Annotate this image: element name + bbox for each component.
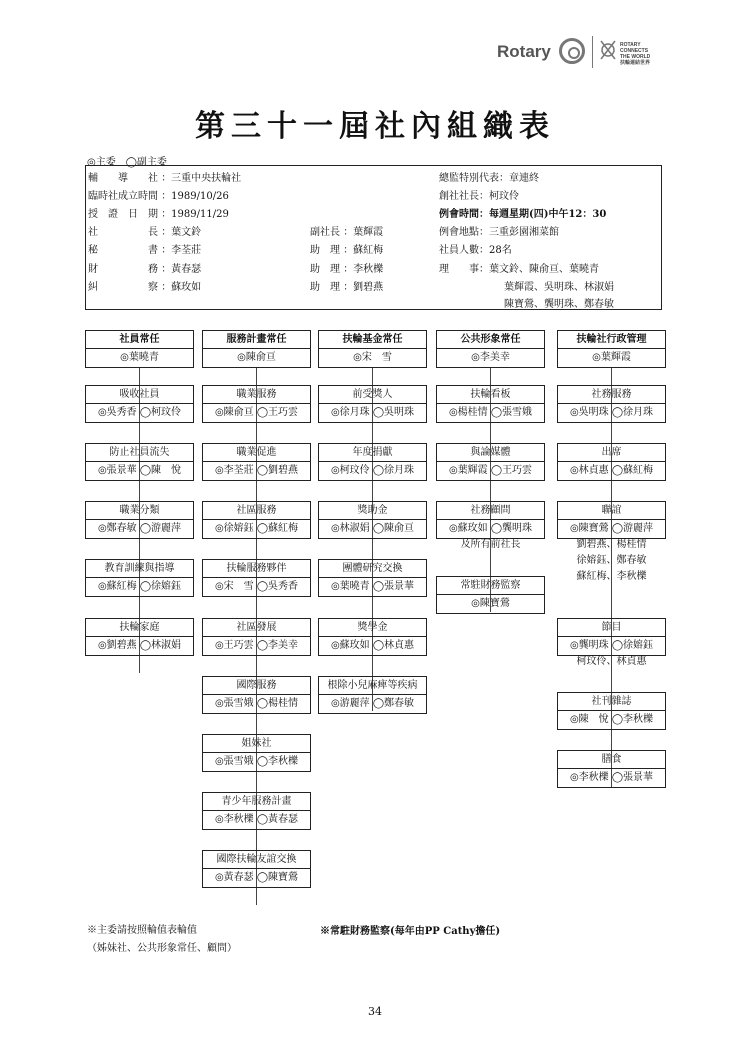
committee-head-box [436, 330, 545, 368]
subcommittee-box [436, 443, 545, 481]
committee-head-title: 社員常任 [86, 331, 193, 349]
info-left-row: 社 長 ：葉文鈴 [88, 227, 202, 238]
subcommittee-members: ◎蘇玫如 ◯林貞惠 [330, 640, 415, 651]
subcommittee-title: 職業分類 [86, 502, 193, 520]
subcommittee-members: ◎張景華 ◯陳 悅 [97, 465, 182, 476]
subcommittee-box [85, 559, 194, 597]
info-right-row: 葉輝霞、吳明珠、林淑娟 [504, 282, 614, 293]
subcommittee-members: ◎宋 雪 ◯吳秀香 [214, 581, 299, 592]
committee-head-title: 扶輪基金常任 [319, 331, 426, 349]
subcommittee-box [85, 618, 194, 656]
committee-head-chair: ◎葉輝霞 [592, 352, 631, 363]
info-mid-row: 助 理 ：劉碧燕 [310, 282, 384, 293]
subcommittee-box [318, 676, 427, 714]
page-title: 第三十一屆社內組織表 [195, 109, 555, 144]
subcommittee-box [202, 792, 311, 830]
subcommittee-title: 教育訓練與指導 [86, 560, 193, 578]
subcommittee-box [557, 385, 666, 423]
subcommittee-box [436, 501, 545, 539]
subcommittee-box [85, 501, 194, 539]
subcommittee-members: ◎楊桂情 ◯張雪娥 [448, 407, 533, 418]
subcommittee-title: 根除小兒麻痺等疾病 [319, 677, 426, 695]
committee-head-title: 服務計畫常任 [203, 331, 310, 349]
committee-head-chair: ◎葉曉青 [120, 352, 159, 363]
subcommittee-box [436, 385, 545, 423]
subcommittee-title: 社區發展 [203, 619, 310, 637]
subcommittee-extra-members: 柯玟伶、林貞惠 [576, 656, 647, 667]
subcommittee-box [202, 501, 311, 539]
rotary-logo [497, 36, 702, 70]
subcommittee-members: ◎蘇玫如 ◯龔明珠 [448, 523, 533, 534]
subcommittee-members: ◎吳明珠 ◯徐月珠 [569, 407, 654, 418]
subcommittee-box [85, 443, 194, 481]
subcommittee-box [557, 692, 666, 730]
info-right-row: 總監特別代表：章連終 [439, 173, 539, 184]
subcommittee-members: ◎黃春瑟 ◯陳寶鶯 [214, 872, 299, 883]
committee-head-box [557, 330, 666, 368]
subcommittee-members: ◎李秋櫟 ◯張景華 [569, 772, 654, 783]
subcommittee-box [557, 443, 666, 481]
subcommittee-members: ◎徐嫆鈺 ◯蘇紅梅 [214, 523, 299, 534]
legend: ◎主委 ◯副主委 [87, 157, 167, 168]
subcommittee-title: 扶輪服務夥伴 [203, 560, 310, 578]
subcommittee-title: 國際扶輪友誼交換 [203, 851, 310, 869]
footnote-chair-rotation: ※主委請按照輪值表輪值 （姊妹社、公共形象常任、顧問） [87, 925, 237, 954]
subcommittee-title: 聯誼 [558, 502, 665, 520]
subcommittee-members: ◎王巧雲 ◯李美幸 [214, 640, 299, 651]
subcommittee-members: ◎吳秀香 ◯柯玟伶 [97, 407, 182, 418]
subcommittee-members: ◎李秋櫟 ◯黃春瑟 [214, 814, 299, 825]
subcommittee-members: ◎葉曉青 ◯張景華 [330, 581, 415, 592]
info-mid-row: 副社長 ：葉輝霞 [310, 227, 384, 238]
info-left-row: 臨時社成立時間 ：1989/10/26 [88, 191, 229, 202]
rotary-wheel-icon [559, 38, 585, 64]
subcommittee-title: 扶輪看板 [437, 386, 544, 404]
committee-head-box [318, 330, 427, 368]
subcommittee-members: ◎李荃莊 ◯劉碧燕 [214, 465, 299, 476]
subcommittee-title: 職業服務 [203, 386, 310, 404]
subcommittee-title: 吸收社員 [86, 386, 193, 404]
info-right-row: 社員人數：28名 [439, 245, 512, 256]
subcommittee-members: ◎陳 悅 ◯李秋櫟 [569, 714, 654, 725]
subcommittee-title: 社刊雜誌 [558, 693, 665, 711]
subcommittee-box [436, 576, 545, 614]
subcommittee-box [202, 850, 311, 888]
subcommittee-members: ◎張雪娥 ◯李秋櫟 [214, 756, 299, 767]
subcommittee-box [202, 443, 311, 481]
subcommittee-box [202, 559, 311, 597]
subcommittee-box [318, 443, 427, 481]
committee-head-box [85, 330, 194, 368]
subcommittee-members: ◎鄭春敏 ◯游麗萍 [97, 523, 182, 534]
info-mid-row: 助 理 ：李秋櫟 [310, 264, 384, 275]
committee-head-box [202, 330, 311, 368]
subcommittee-title: 姐妹社 [203, 735, 310, 753]
subcommittee-box [318, 501, 427, 539]
subcommittee-title: 防止社員流失 [86, 444, 193, 462]
info-mid-row: 助 理 ：蘇紅梅 [310, 245, 384, 256]
subcommittee-title: 年度捐獻 [319, 444, 426, 462]
subcommittee-title: 獎學金 [319, 619, 426, 637]
subcommittee-title: 前受獎人 [319, 386, 426, 404]
subcommittee-title: 節目 [558, 619, 665, 637]
subcommittee-members: ◎林貞惠 ◯蘇紅梅 [569, 465, 654, 476]
info-right-row: 例會時間：每週星期(四)中午12：30 [439, 209, 607, 220]
subcommittee-members: ◎蘇紅梅 ◯徐嫆鈺 [97, 581, 182, 592]
subcommittee-members: ◎陳寶鶯 ◯游麗萍 [569, 523, 654, 534]
info-right-row: 創社社長：柯玟伶 [439, 191, 519, 202]
committee-head-title: 扶輪社行政管理 [558, 331, 665, 349]
subcommittee-members: ◎徐月珠 ◯吳明珠 [330, 407, 415, 418]
subcommittee-title: 與論媒體 [437, 444, 544, 462]
rotary-connects-text: ROTARY CONNECTS THE WORLD 扶輪連結世界 [620, 42, 651, 66]
subcommittee-title: 職業促進 [203, 444, 310, 462]
subcommittee-box [318, 559, 427, 597]
info-right-row: 例會地點：三重彭園湘菜館 [439, 227, 559, 238]
club-info-box [85, 165, 662, 310]
subcommittee-box [318, 385, 427, 423]
info-right-row: 理 事：葉文鈴、陳俞亘、葉曉青 [439, 264, 599, 275]
committee-head-title: 公共形象常任 [437, 331, 544, 349]
info-left-row: 秘 書 ：李荃莊 [88, 245, 202, 256]
subcommittee-members: ◎陳寶鶯 [471, 598, 510, 609]
subcommittee-title: 國際服務 [203, 677, 310, 695]
subcommittee-box [318, 618, 427, 656]
subcommittee-box [557, 750, 666, 788]
info-left-row: 授 證 日 期 ：1989/11/29 [88, 209, 229, 220]
footnote-treasurer: ※常駐財務監察(每年由PP Cathy擔任) [320, 926, 501, 937]
subcommittee-title: 扶輪家庭 [86, 619, 193, 637]
subcommittee-box [557, 618, 666, 656]
subcommittee-title: 常駐財務監察 [437, 577, 544, 595]
subcommittee-members: ◎張雪娥 ◯楊桂情 [214, 698, 299, 709]
committee-head-chair: ◎陳俞亘 [237, 352, 276, 363]
subcommittee-title: 獎助金 [319, 502, 426, 520]
subcommittee-members: ◎柯玟伶 ◯徐月珠 [330, 465, 415, 476]
subcommittee-box [202, 676, 311, 714]
subcommittee-title: 社區服務 [203, 502, 310, 520]
subcommittee-box [85, 385, 194, 423]
info-left-row: 財 務 ：黃春瑟 [88, 264, 202, 275]
subcommittee-title: 出席 [558, 444, 665, 462]
subcommittee-extra-members: 劉碧燕、楊桂情 徐嫆鈺、鄭春敏 蘇紅梅、李秋櫟 [576, 539, 647, 582]
rotary-wordmark: Rotary [497, 42, 551, 61]
subcommittee-members: ◎龔明珠 ◯徐嫆鈺 [569, 640, 654, 651]
subcommittee-extra-members: 及所有前社長 [460, 539, 521, 550]
subcommittee-box [202, 734, 311, 772]
subcommittee-title: 團體研究交換 [319, 560, 426, 578]
rotary-connects-mark-icon [598, 38, 618, 62]
subcommittee-box [202, 618, 311, 656]
page-number: 34 [368, 1005, 382, 1018]
subcommittee-box [202, 385, 311, 423]
subcommittee-box [557, 501, 666, 539]
subcommittee-members: ◎游麗萍 ◯鄭春敏 [330, 698, 415, 709]
subcommittee-members: ◎葉輝霞 ◯王巧雲 [448, 465, 533, 476]
subcommittee-title: 社務顧問 [437, 502, 544, 520]
subcommittee-title: 社務服務 [558, 386, 665, 404]
subcommittee-members: ◎劉碧燕 ◯林淑娟 [97, 640, 182, 651]
subcommittee-title: 膳食 [558, 751, 665, 769]
info-left-row: 輔 導 社 ：三重中央扶輪社 [88, 173, 242, 184]
subcommittee-members: ◎陳俞亘 ◯王巧雲 [214, 407, 299, 418]
subcommittee-title: 青少年服務計畫 [203, 793, 310, 811]
subcommittee-members: ◎林淑娟 ◯陳俞亘 [330, 523, 415, 534]
committee-head-chair: ◎宋 雪 [353, 352, 392, 363]
committee-head-chair: ◎李美幸 [471, 352, 510, 363]
info-right-row: 陳寶鶯、龔明珠、鄭春敏 [504, 299, 614, 310]
info-left-row: 糾 察 ：蘇玫如 [88, 282, 202, 293]
